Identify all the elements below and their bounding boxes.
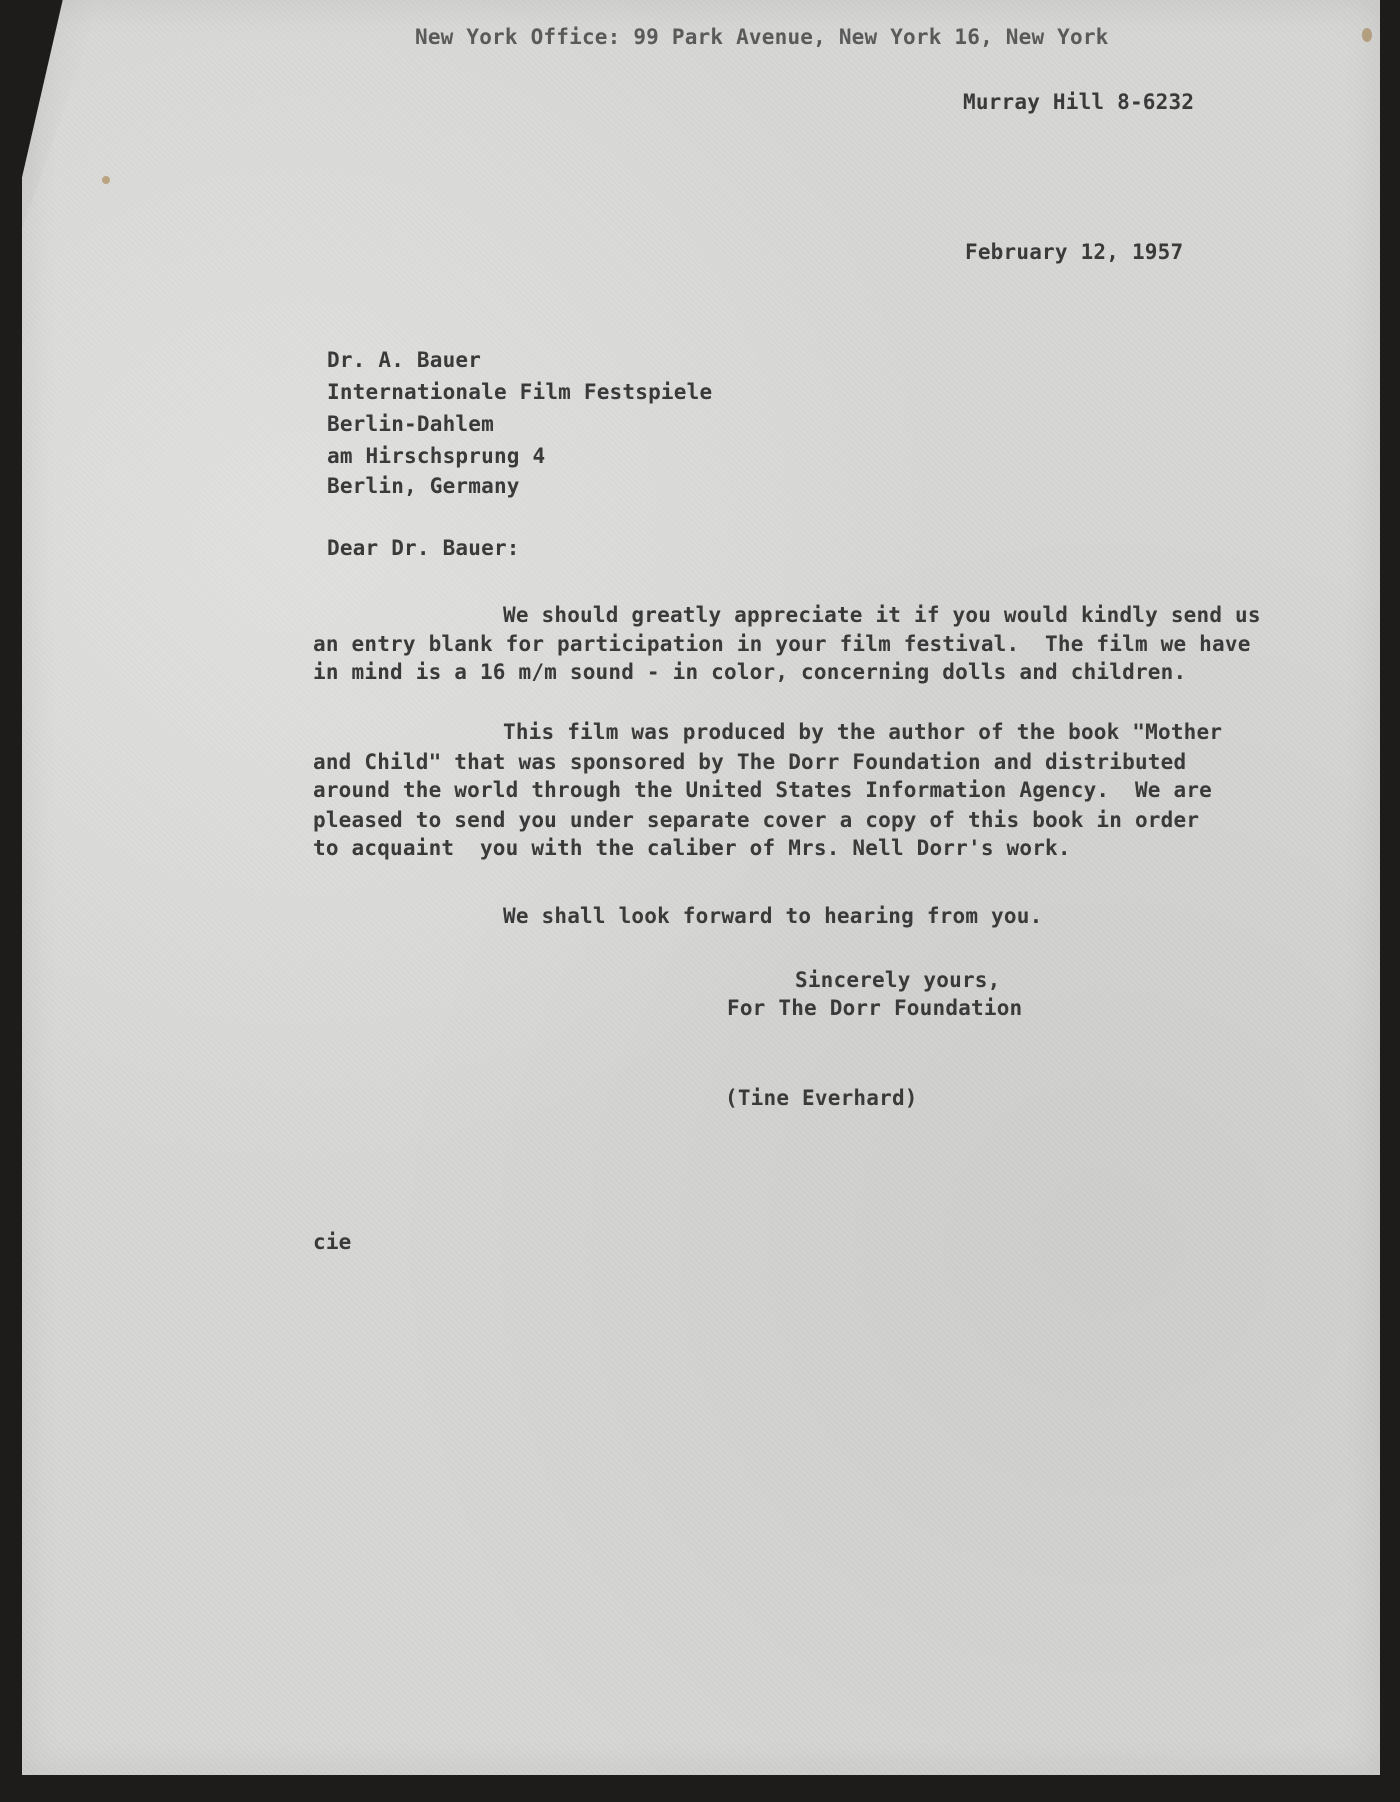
paper-stain (1362, 28, 1372, 42)
paragraph-line: and Child" that was sponsored by The Dorr Foundation and distributed (313, 750, 1187, 774)
letter-sheet (22, 0, 1380, 1775)
letter-date: February 12, 1957 (965, 240, 1184, 264)
typist-initials: cie (313, 1230, 352, 1254)
recipient-line: Internationale Film Festspiele (327, 380, 713, 404)
paper-stain (102, 176, 110, 184)
recipient-line: am Hirschsprung 4 (327, 444, 546, 468)
letterhead-address: New York Office: 99 Park Avenue, New York 16, New York (415, 25, 1109, 49)
recipient-line: Dr. A. Bauer (327, 348, 482, 372)
paragraph-line: This film was produced by the author of the book "Mother (503, 720, 1223, 744)
paragraph-line: to acquaint you with the caliber of Mrs. Nell Dorr's work. (313, 836, 1071, 860)
salutation: Dear Dr. Bauer: (327, 536, 520, 560)
closing-line: For The Dorr Foundation (727, 996, 1023, 1020)
paragraph-line: We should greatly appreciate it if you would kindly send us (503, 603, 1261, 627)
paragraph-line: an entry blank for participation in your film festival. The film we have (313, 632, 1251, 656)
closing-line: Sincerely yours, (795, 968, 1001, 992)
recipient-line: Berlin, Germany (327, 474, 520, 498)
paragraph-line: around the world through the United States Information Agency. We are (313, 778, 1213, 802)
letterhead-phone: Murray Hill 8-6232 (963, 90, 1195, 114)
recipient-line: Berlin-Dahlem (327, 412, 494, 436)
signature-name: (Tine Everhard) (725, 1086, 918, 1110)
paragraph-line: pleased to send you under separate cover a copy of this book in order (313, 808, 1200, 832)
paragraph-line: We shall look forward to hearing from you. (503, 904, 1043, 928)
paragraph-line: in mind is a 16 m/m sound - in color, concerning dolls and children. (313, 660, 1187, 684)
